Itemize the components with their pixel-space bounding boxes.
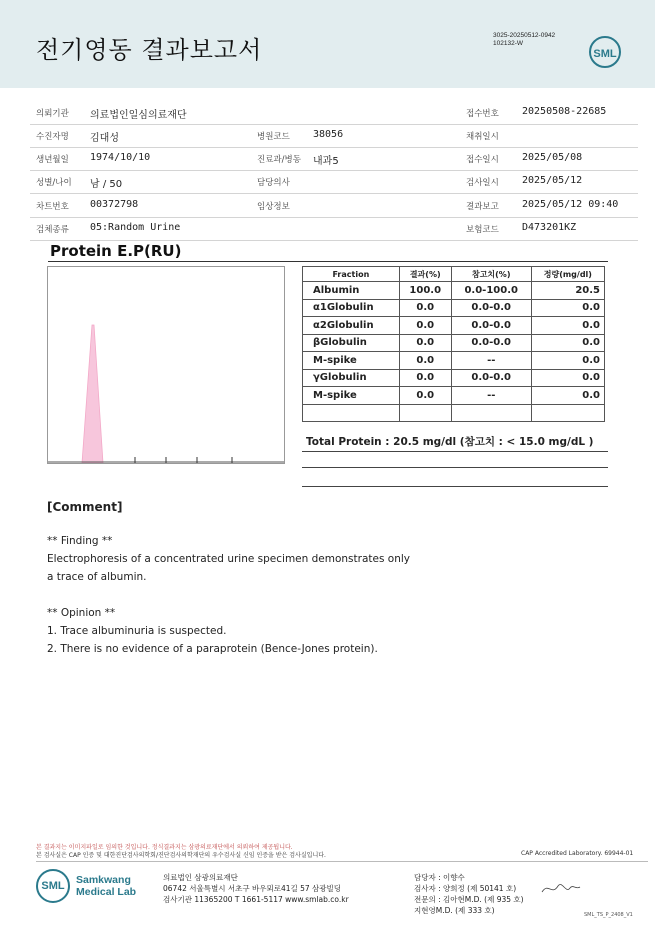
fraction-quantity: 0.0 (531, 299, 604, 317)
info-value: 2025/05/12 09:40 (522, 199, 619, 210)
fraction-name: α1Globulin (303, 299, 400, 317)
divider (302, 467, 608, 468)
info-value: 2025/05/08 (522, 152, 583, 163)
fraction-reference (451, 404, 531, 422)
info-label: 의뢰기관 (36, 109, 69, 119)
info-label: 병원코드 (257, 132, 290, 142)
sml-logo-icon: SML (589, 36, 621, 68)
fraction-result: 0.0 (399, 352, 451, 370)
report-title: 전기영동 결과보고서 (36, 36, 263, 64)
footer-certification: 본 검사실은 CAP 인증 및 대한진단검사의학회/진단검사의학재단의 우수검사실 신임 인증을 받은 검사실입니다. (36, 852, 326, 859)
densitogram-svg (48, 267, 284, 463)
fraction-name: M-spike (303, 352, 400, 370)
info-label: 보험코드 (466, 225, 499, 235)
fraction-name: α2Globulin (303, 317, 400, 335)
fraction-reference: 0.0-0.0 (451, 334, 531, 352)
comment-line: 1. Trace albuminuria is suspected. (47, 625, 227, 637)
info-value: 05:Random Urine (90, 222, 181, 233)
albumin-peak (82, 325, 103, 463)
col-quantity: 정량(mg/dl) (531, 267, 604, 282)
document-id (493, 32, 555, 48)
fraction-reference: 0.0-0.0 (451, 299, 531, 317)
col-reference: 참고치(%) (451, 267, 531, 282)
info-label: 접수번호 (466, 109, 499, 119)
table-row (303, 387, 605, 405)
fraction-result: 0.0 (399, 334, 451, 352)
staff-line: 담당자 : 이향수 (414, 873, 465, 882)
info-label: 채취일시 (466, 132, 499, 142)
info-value: 38056 (313, 129, 344, 140)
comment-heading: [Comment] (47, 500, 123, 514)
staff-line: 검사자 : 양희정 (제 50141 호) (414, 884, 517, 893)
test-name: Protein E.P(RU) (50, 242, 182, 260)
fraction-quantity: 0.0 (531, 387, 604, 405)
fraction-quantity: 0.0 (531, 352, 604, 370)
fraction-quantity (531, 404, 604, 422)
fraction-reference: -- (451, 352, 531, 370)
lab-name (76, 874, 136, 898)
divider (302, 451, 608, 452)
cap-accreditation: CAP Accredited Laboratory. 69944-01 (521, 850, 634, 857)
fraction-name: γGlobulin (303, 369, 400, 387)
divider (30, 124, 638, 125)
info-label: 검체종류 (36, 225, 69, 235)
fraction-result (399, 404, 451, 422)
info-label: 진료과/병동 (257, 155, 301, 165)
info-label: 임상정보 (257, 202, 290, 212)
info-value: 20250508-22685 (522, 106, 607, 117)
info-label: 결과보고 (466, 202, 499, 212)
fraction-name (303, 404, 400, 422)
fraction-quantity: 20.5 (531, 282, 604, 300)
lab-address-line: 검사기관 11365200 T 1661-5117 www.smlab.co.kr (163, 895, 349, 904)
info-value: 남 / 50 (90, 179, 123, 190)
comment-line: ** Opinion ** (47, 607, 116, 619)
divider (30, 193, 638, 194)
electrophoresis-chart (47, 266, 285, 464)
comment-line: Electrophoresis of a concentrated urine specimen demonstrates only (47, 553, 410, 565)
fraction-reference: 0.0-100.0 (451, 282, 531, 300)
info-label: 접수일시 (466, 155, 499, 165)
fraction-result: 0.0 (399, 317, 451, 335)
table-row (303, 404, 605, 422)
info-value: 2025/05/12 (522, 175, 583, 186)
info-value: D473201KZ (522, 222, 577, 233)
info-value: 김대성 (90, 133, 119, 144)
comment-line: ** Finding ** (47, 535, 113, 547)
fraction-quantity: 0.0 (531, 334, 604, 352)
fraction-table (302, 266, 605, 422)
fraction-name: βGlobulin (303, 334, 400, 352)
fraction-name: Albumin (303, 282, 400, 300)
info-value: 1974/10/10 (90, 152, 151, 163)
fraction-result: 0.0 (399, 299, 451, 317)
signature-icon (540, 878, 582, 900)
col-result: 결과(%) (399, 267, 451, 282)
fraction-rows (303, 282, 605, 422)
fraction-quantity: 0.0 (531, 317, 604, 335)
form-code: SML_TS_P_2408_V1 (584, 912, 633, 918)
document-id-line-1: 3025-20250512-0942 (493, 32, 556, 39)
divider (30, 170, 638, 171)
fraction-result: 0.0 (399, 387, 451, 405)
info-label: 수진자명 (36, 132, 69, 142)
divider (36, 861, 648, 862)
table-header-row (303, 267, 605, 282)
fraction-reference: -- (451, 387, 531, 405)
document-id-line-2: 102132-W (493, 40, 523, 47)
staff-line: 지현영M.D. (제 333 호) (414, 906, 495, 915)
footer-notice: 본 결과지는 이미지파일로 임의한 것입니다. 정식결과지는 삼광의료재단에서 의뢰하여 제공됩니다. (36, 844, 293, 851)
info-label: 검사일시 (466, 178, 499, 188)
table-row (303, 282, 605, 300)
fraction-reference: 0.0-0.0 (451, 317, 531, 335)
divider (30, 240, 638, 241)
table-row (303, 299, 605, 317)
staff-line: 전문의 : 김아현M.D. (제 935 호) (414, 895, 524, 904)
lab-address-line: 의료법인 삼광의료재단 (163, 873, 238, 882)
info-value: 내과5 (313, 156, 339, 167)
divider (30, 217, 638, 218)
info-value: 00372798 (90, 199, 139, 210)
table-row (303, 334, 605, 352)
lab-name-line-2: Medical Lab (76, 886, 137, 898)
fraction-quantity: 0.0 (531, 369, 604, 387)
divider (48, 261, 608, 262)
total-protein: Total Protein : 20.5 mg/dl (참고치 : < 15.0 mg/dL ) (306, 436, 594, 448)
table-row (303, 317, 605, 335)
sml-footer-logo-icon: SML (36, 869, 70, 903)
divider (30, 147, 638, 148)
lab-address-line: 06742 서울특별시 서초구 바우뫼로41길 57 삼광빌딩 (163, 884, 342, 893)
info-label: 차트번호 (36, 202, 69, 212)
fraction-result: 0.0 (399, 369, 451, 387)
col-fraction: Fraction (303, 267, 400, 282)
fraction-reference: 0.0-0.0 (451, 369, 531, 387)
fraction-result: 100.0 (399, 282, 451, 300)
table-row (303, 352, 605, 370)
lab-name-line-1: Samkwang (76, 874, 131, 886)
divider (302, 486, 608, 487)
info-label: 성별/나이 (36, 178, 72, 188)
fraction-name: M-spike (303, 387, 400, 405)
info-label: 담당의사 (257, 178, 290, 188)
info-label: 생년월일 (36, 155, 69, 165)
comment-line: 2. There is no evidence of a paraprotein (Bence-Jones protein). (47, 643, 378, 655)
info-value: 의료법인일심의료재단 (90, 110, 187, 121)
comment-line: a trace of albumin. (47, 571, 147, 583)
table-row (303, 369, 605, 387)
